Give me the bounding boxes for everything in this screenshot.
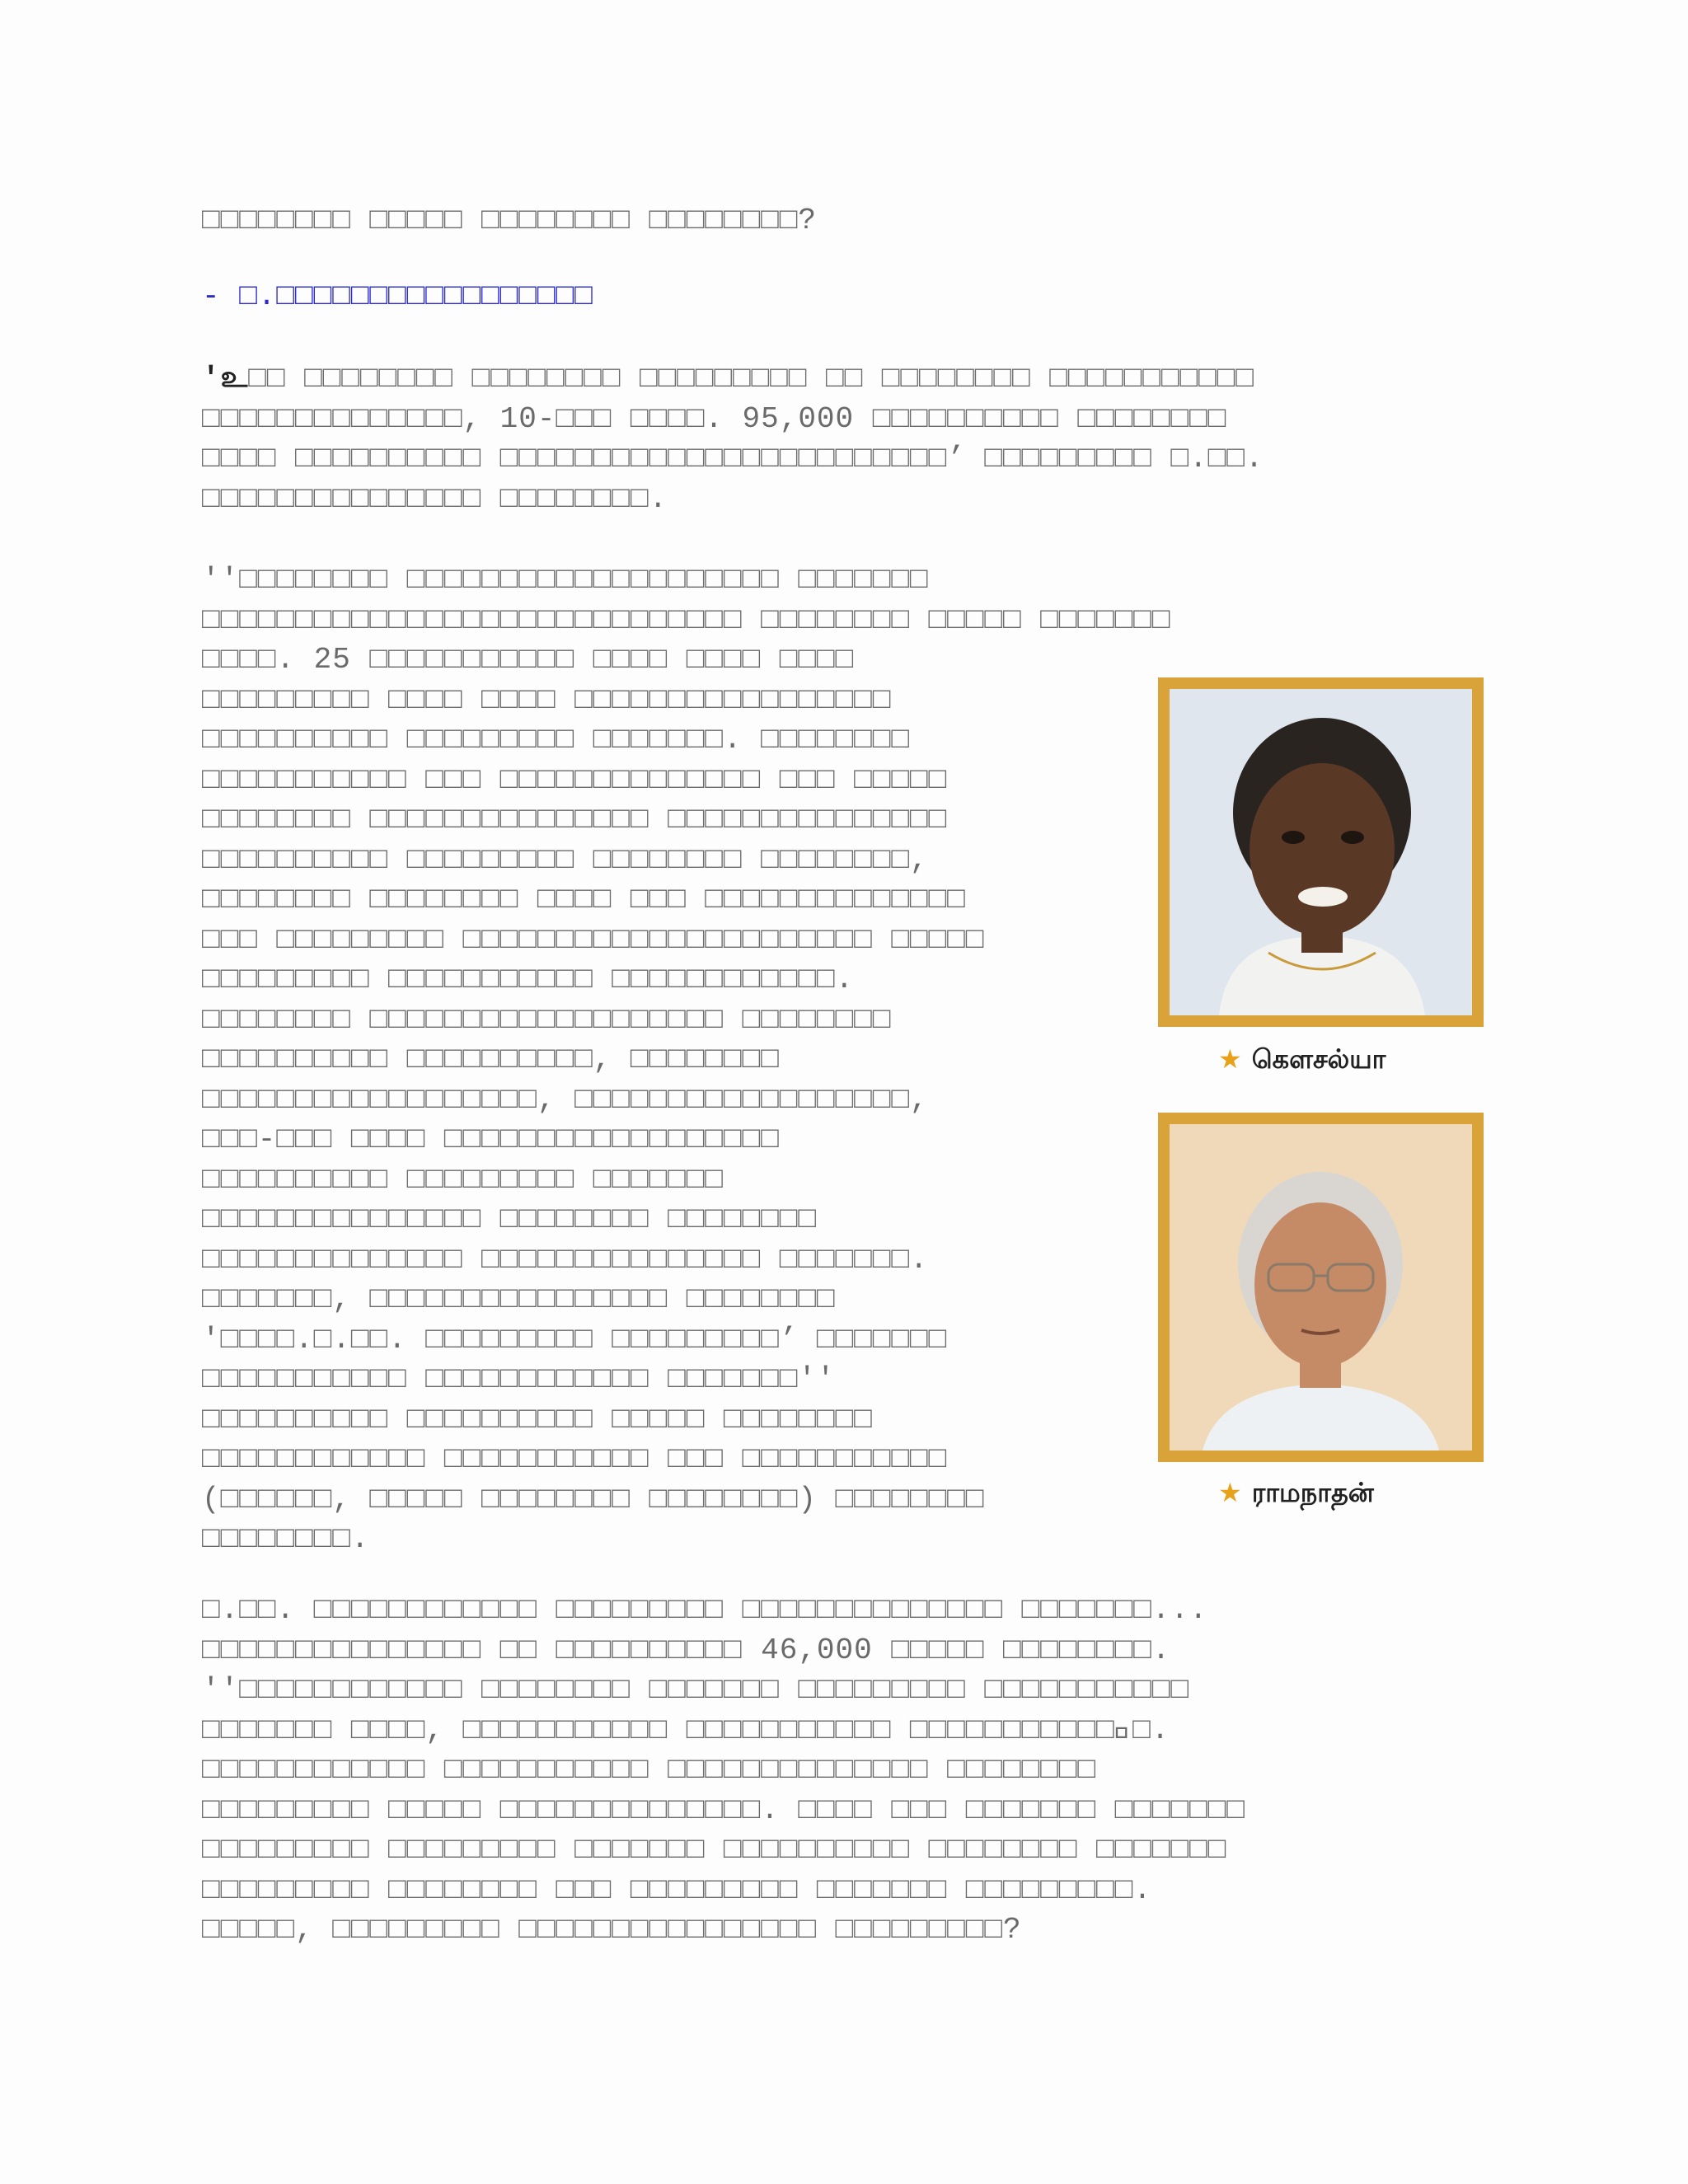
photo-kausalya xyxy=(1158,677,1484,1027)
man-portrait-image xyxy=(1170,1124,1472,1451)
drop-cap: 'உ xyxy=(202,362,249,396)
paragraph-3: □.□□. □□□□□□□□□□□□ □□□□□□□□□ □□□□□□□□□□□□□□ □□□□□□□... □□□□□□□□□□□□□□□ □□ □□□□□□□□□□ 46,000 □□□□□ □□□□□□□□. ''□□□□□□□□□□□□ □□□□□□□□ □□□□□□□ □□□□□□□□□ □□□□□□□□□□□ □□□□□□□ □□□□, □□□□□□□□□□□ □□□□□□□□□□□ □□□□□□□□□□□ி□. □□□□□□□□□□□□ □□□□□□□□□□□ □□□□□□□□□□□□□□ □□□□□□□□ □□□□□□□□□ □□□□□ □□□□□□□□□□□□□□. □□□□ □□□ □□□□□□□ □□□□□□□ □□□□□□□□□ □□□□□□□□□ □□□□□□□ □□□□□□□□□□ □□□□□□□□ □□□□□□□ □□□□□□□□□ □□□□□□□□ □□□ □□□□□□□□□ □□□□□□□ □□□□□□□□□. □□□□□, □□□□□□□□□ □□□□□□□□□□□□□□□□ □□□□□□□□□? xyxy=(202,1593,1245,1947)
caption-kausalya: ★ கௌசல்யா xyxy=(1218,1043,1386,1075)
paragraph-2-body: □□□□. 25 □□□□□□□□□□□ □□□□ □□□□ □□□□ □□□□□□□□□ □□□□ □□□□ □□□□□□□□□□□□□□□□□ □□□□□□□□□□ □□□□□□□□□ □□□□□□□. □□□□□□□□ □□□□□□□□□□□ □□□ □□□□□□□□□□□□□□ □□□ □□□□□ □□□□□□□□ □□□□□□□□□□□□□□□ □□□□□□□□□□□□□□□ □□□□□□□□□□ □□□□□□□□□ □□□□□□□□ □□□□□□□□, □□□□□□□□ □□□□□□□□ □□□□ □□□ □□□□□□□□□□□□□□ □□□ □□□□□□□□□ □□□□□□□□□□□□□□□□□□□□□□ □□□□□ □□□□□□□□□ □□□□□□□□□□□ □□□□□□□□□□□□. □□□□□□□□ □□□□□□□□□□□□□□□□□□□ □□□□□□□□ □□□□□□□□□□ □□□□□□□□□□, □□□□□□□□ □□□□□□□□□□□□□□□□□□, □□□□□□□□□□□□□□□□□□, □□□-□□□ □□□□ □□□□□□□□□□□□□□□□□□ □□□□□□□□□□ □□□□□□□□□ □□□□□□□ □□□□□□□□□□□□□□□ □□□□□□□□ □□□□□□□□ □□□□□□□□□□□□□□ □□□□□□□□□□□□□□□ □□□□□□□. □□□□□□□, □□□□□□□□□□□□□□□□ □□□□□□□□ '□□□□.□.□□. □□□□□□□□□ □□□□□□□□□’ □□□□□□□ □□□□□□□□□□□ □□□□□□□□□□□□ □□□□□□□'' □□□□□□□□□□ □□□□□□□□□□ □□□□□ □□□□□□□□ □□□□□□□□□□□□ □□□□□□□□□□□ □□□ □□□□□□□□□□□ (□□□□□□, □□□□□ □□□□□□□□ □□□□□□□□) □□□□□□□□ □□□□□□□□. xyxy=(202,643,985,1556)
star-icon: ★ xyxy=(1218,1043,1242,1075)
paragraph-1 xyxy=(202,359,1488,519)
photo-ramanathan xyxy=(1158,1113,1484,1462)
paragraph-2-intro: ''□□□□□□□□ □□□□□□□□□□□□□□□□□□□□ □□□□□□□ □□□□□□□□□□□□□□□□□□□□□□□□□□□□□ □□□□□□□□ □□□□□ □□□□□□□ xyxy=(202,563,1171,637)
star-icon: ★ xyxy=(1218,1477,1242,1508)
author-byline: - □.□□□□□□□□□□□□□□□□□ xyxy=(202,279,593,313)
woman-portrait-image xyxy=(1170,689,1472,1015)
article-title: □□□□□□□□ □□□□□ □□□□□□□□ □□□□□□□□? xyxy=(202,204,817,237)
caption-ramanathan: ★ ராமநாதன் xyxy=(1218,1477,1374,1508)
paragraph-1-text: □□ □□□□□□□□ □□□□□□□□ □□□□□□□□□ □□ □□□□□□□□ □□□□□□□□□□□ □□□□□□□□□□□□□□, 10-□□□ □□□□. 95,000 □□□□□□□□□□ □□□□□□□□ □□□□ □□□□□□□□□□ □□□□□□□□□□□□□□□□□□□□□□□□’ □□□□□□□□□ □.□□. □□□□□□□□□□□□□□□ □□□□□□□□. xyxy=(202,362,1264,516)
